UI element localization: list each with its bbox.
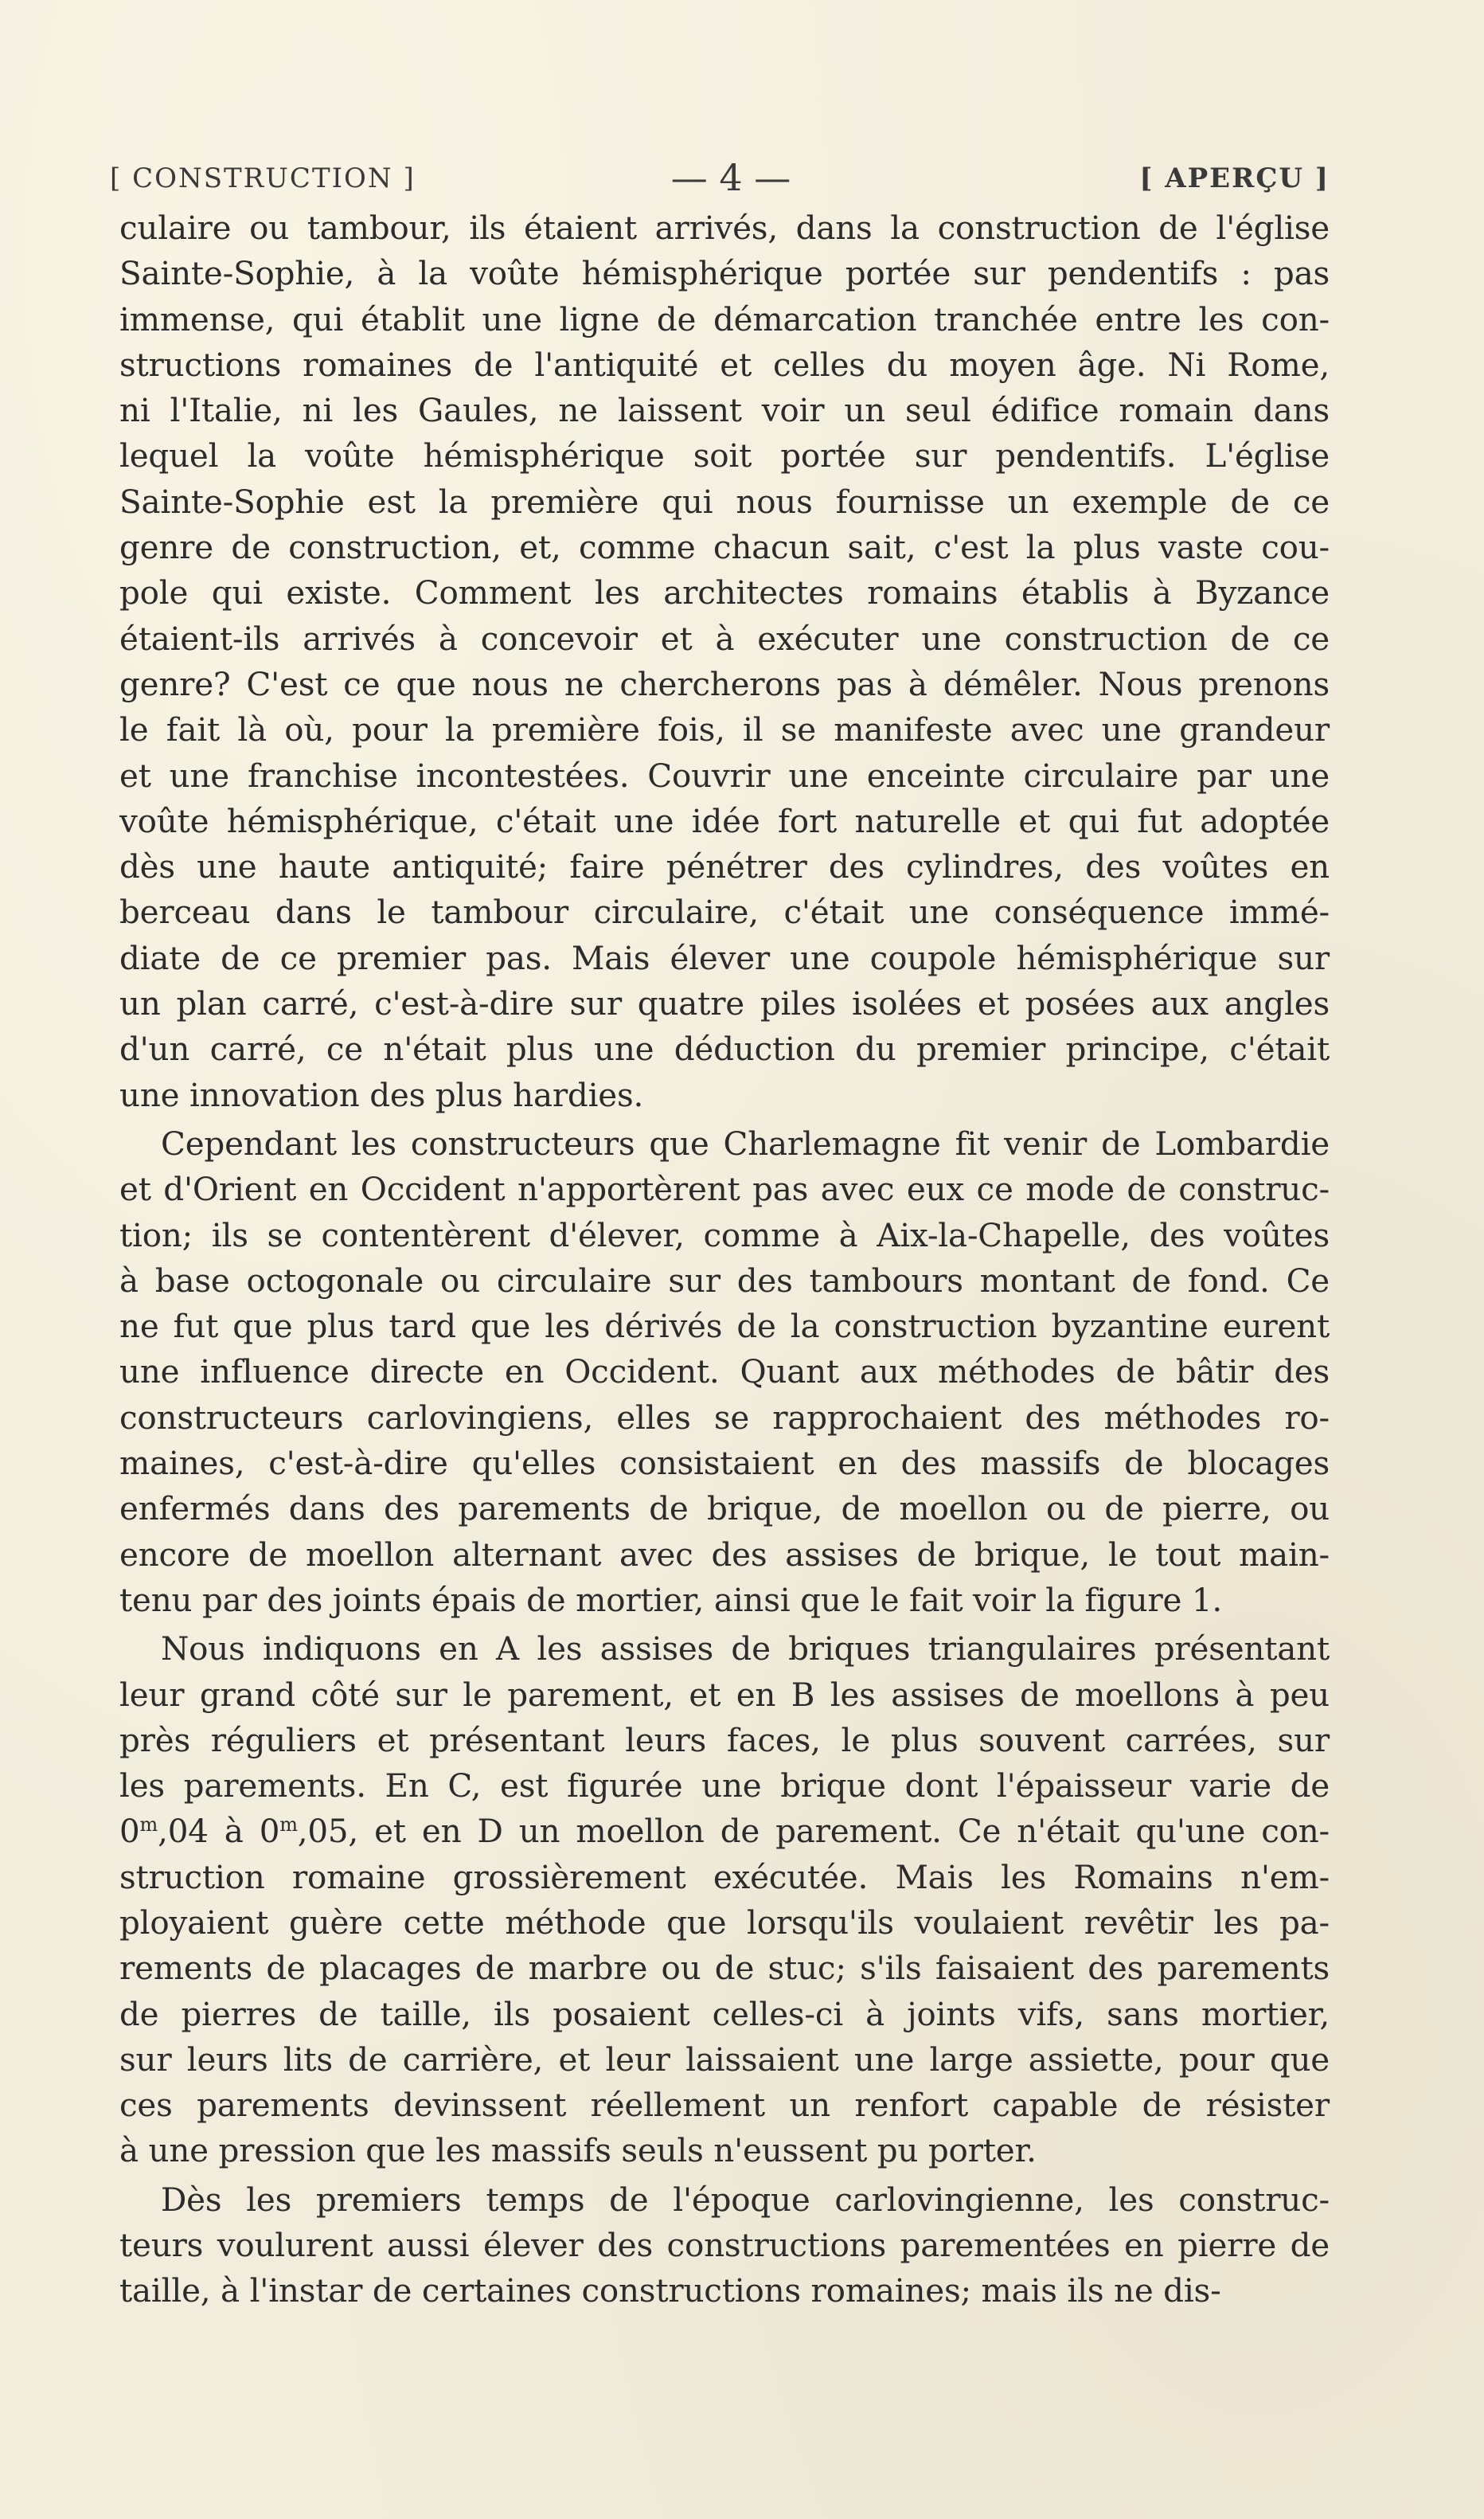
text-line: d'un carré, ce n'était plus une déduction du premier principe, c'était: [119, 1030, 1330, 1069]
text-line: Cependant les constructeurs que Charlemagne fit venir de Lombardie: [161, 1124, 1330, 1163]
text-line: berceau dans le tambour circulaire, c'était une conséquence immé-: [119, 893, 1330, 932]
text-line: Sainte-Sophie est la première qui nous fournisse un exemple de ce: [119, 482, 1330, 521]
text-line: une innovation des plus hardies.: [119, 1075, 644, 1114]
text-line: ne fut que plus tard que les dérivés de la construction byzantine eurent: [119, 1307, 1330, 1346]
text-line: et d'Orient en Occident n'apportèrent pas avec eux ce mode de construc-: [119, 1170, 1330, 1209]
text-line: rements de placages de marbre ou de stuc; s'ils faisaient des parements: [119, 1949, 1330, 1988]
text-line: genre de construction, et, comme chacun sait, c'est la plus vaste cou-: [119, 528, 1330, 567]
text-line: dès une haute antiquité; faire pénétrer des cylindres, des voûtes en: [119, 847, 1330, 886]
body-text: [119, 205, 1330, 2314]
header-chapter-title: [ APERÇU ]: [1139, 162, 1330, 194]
text-line: encore de moellon alternant avec des assises de brique, le tout main-: [119, 1535, 1330, 1574]
text-line: culaire ou tambour, ils étaient arrivés, dans la construction de l'église: [119, 209, 1330, 247]
text-line: 0$^m$,04 à 0$^m$,05, et en D un moellon de parement. Ce n'était qu'une con-: [119, 1812, 1330, 1851]
text-line: tion; ils se contentèrent d'élever, comme à Aix-la-Chapelle, des voûtes: [119, 1215, 1330, 1254]
text-line: voûte hémisphérique, c'était une idée fort naturelle et qui fut adoptée: [119, 801, 1330, 840]
page-number: — 4 —: [670, 156, 791, 199]
text-line: ni l'Italie, ni les Gaules, ne laissent voir un seul édifice romain dans: [119, 391, 1330, 430]
text-line: teurs voulurent aussi élever des constructions parementées en pierre de: [119, 2226, 1330, 2265]
text-line: les parements. En C, est figurée une brique dont l'épaisseur varie de: [119, 1766, 1330, 1805]
header-section-title: [ CONSTRUCTION ]: [110, 162, 416, 194]
text-line: diate de ce premier pas. Mais élever une coupole hémisphérique sur: [119, 938, 1330, 977]
text-line: un plan carré, c'est-à-dire sur quatre piles isolées et posées aux angles: [119, 984, 1330, 1023]
text-line: taille, à l'instar de certaines constructions romaines; mais ils ne dis-: [119, 2271, 1221, 2310]
text-line: lequel la voûte hémisphérique soit portée sur pendentifs. L'église: [119, 436, 1330, 475]
text-line: enfermés dans des parements de brique, de moellon ou de pierre, ou: [119, 1489, 1330, 1528]
text-line: Nous indiquons en A les assises de briques triangulaires présentant: [161, 1629, 1330, 1668]
text-line: ces parements devinssent réellement un renfort capable de résister: [119, 2086, 1330, 2125]
running-header: [110, 156, 1330, 204]
text-line: le fait là où, pour la première fois, il se manifeste avec une grandeur: [119, 710, 1330, 749]
paragraph: [119, 1121, 1330, 1623]
text-line: maines, c'est-à-dire qu'elles consistaient en des massifs de blocages: [119, 1444, 1330, 1483]
paragraph: [119, 1626, 1330, 2174]
text-line: immense, qui établit une ligne de démarcation tranchée entre les con-: [119, 299, 1330, 338]
text-line: une influence directe en Occident. Quant aux méthodes de bâtir des: [119, 1352, 1330, 1391]
text-line: tenu par des joints épais de mortier, ainsi que le fait voir la figure 1.: [119, 1580, 1222, 1619]
text-line: à une pression que les massifs seuls n'eussent pu porter.: [119, 2131, 1037, 2170]
text-line: struction romaine grossièrement exécutée. Mais les Romains n'em-: [119, 1857, 1330, 1896]
text-line: de pierres de taille, ils posaient celles-ci à joints vifs, sans mortier,: [119, 1994, 1330, 2033]
text-line: structions romaines de l'antiquité et celles du moyen âge. Ni Rome,: [119, 345, 1330, 384]
text-line: sur leurs lits de carrière, et leur laissaient une large assiette, pour que: [119, 2040, 1330, 2079]
text-line: leur grand côté sur le parement, et en B les assises de moellons à peu: [119, 1675, 1330, 1714]
text-line: Sainte-Sophie, à la voûte hémisphérique portée sur pendentifs : pas: [119, 254, 1330, 293]
text-line: ployaient guère cette méthode que lorsqu'ils voulaient revêtir les pa-: [119, 1903, 1330, 1942]
paragraph: [119, 205, 1330, 1118]
text-line: près réguliers et présentant leurs faces, le plus souvent carrées, sur: [119, 1720, 1330, 1759]
text-line: constructeurs carlovingiens, elles se rapprochaient des méthodes ro-: [119, 1398, 1330, 1437]
text-line: à base octogonale ou circulaire sur des tambours montant de fond. Ce: [119, 1261, 1330, 1300]
paragraph: [119, 2177, 1330, 2314]
text-line: genre? C'est ce que nous ne chercherons pas à démêler. Nous prenons: [119, 664, 1330, 703]
text-line: et une franchise incontestées. Couvrir une enceinte circulaire par une: [119, 756, 1330, 795]
text-line: étaient-ils arrivés à concevoir et à exécuter une construction de ce: [119, 619, 1330, 658]
text-line: Dès les premiers temps de l'époque carlovingienne, les construc-: [161, 2180, 1330, 2219]
text-line: pole qui existe. Comment les architectes romains établis à Byzance: [119, 573, 1330, 612]
